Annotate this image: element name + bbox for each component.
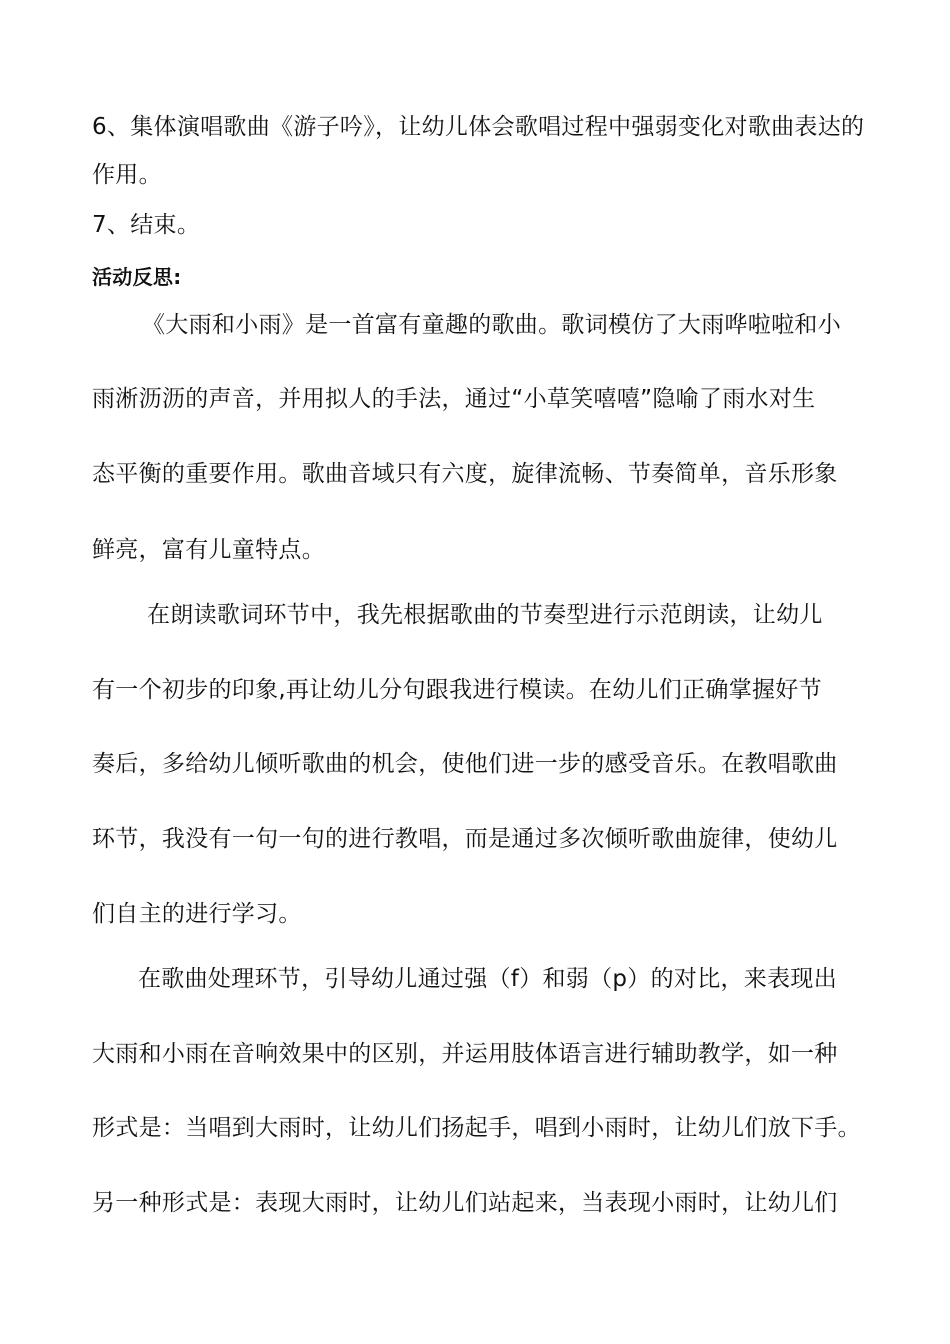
paragraph-2-line-3: 奏后，多给幼儿倾听歌曲的机会，使他们进一步的感受音乐。在教唱歌曲 [92, 751, 838, 777]
paragraph-3-line-1: 在歌曲处理环节，引导幼儿通过强（f）和弱（p）的对比，来表现出 [138, 966, 837, 992]
paragraph-2-line-5: 们自主的进行学习。 [92, 901, 302, 927]
step-6-line-1: 6、集体演唱歌曲《游子吟》，让幼儿体会歌唱过程中强弱变化对歌曲表达的 [92, 114, 865, 140]
paragraph-3-line-2: 大雨和小雨在音响效果中的区别，并运用肢体语言进行辅助教学，如一种 [92, 1041, 838, 1067]
paragraph-1-line-4: 鲜亮，富有儿童特点。 [92, 537, 325, 563]
paragraph-2-line-1: 在朗读歌词环节中，我先根据歌曲的节奏型进行示范朗读，让幼儿 [147, 602, 823, 628]
reflection-heading: 活动反思: [92, 265, 182, 289]
paragraph-2-line-4: 环节，我没有一句一句的进行教唱，而是通过多次倾听歌曲旋律，使幼儿 [92, 826, 838, 852]
paragraph-2-line-2: 有一个初步的印象,再让幼儿分句跟我进行模读。在幼儿们正确掌握好节 [92, 677, 822, 703]
paragraph-1-line-2: 雨淅沥沥的声音，并用拟人的手法，通过“小草笑嘻嘻”隐喻了雨水对生 [92, 386, 816, 412]
step-7: 7、结束。 [92, 212, 201, 238]
paragraph-3-line-3: 形式是：当唱到大雨时，让幼儿们扬起手，唱到小雨时，让幼儿们放下手。 [92, 1115, 861, 1141]
paragraph-1-line-1: 《大雨和小雨》是一首富有童趣的歌曲。歌词模仿了大雨哗啦啦和小 [142, 312, 841, 338]
paragraph-1-line-3: 态平衡的重要作用。歌曲音域只有六度，旋律流畅、节奏简单，音乐形象 [92, 461, 838, 487]
paragraph-3-line-4: 另一种形式是：表现大雨时，让幼儿们站起来，当表现小雨时，让幼儿们 [92, 1190, 838, 1216]
step-6-line-2: 作用。 [92, 162, 162, 188]
